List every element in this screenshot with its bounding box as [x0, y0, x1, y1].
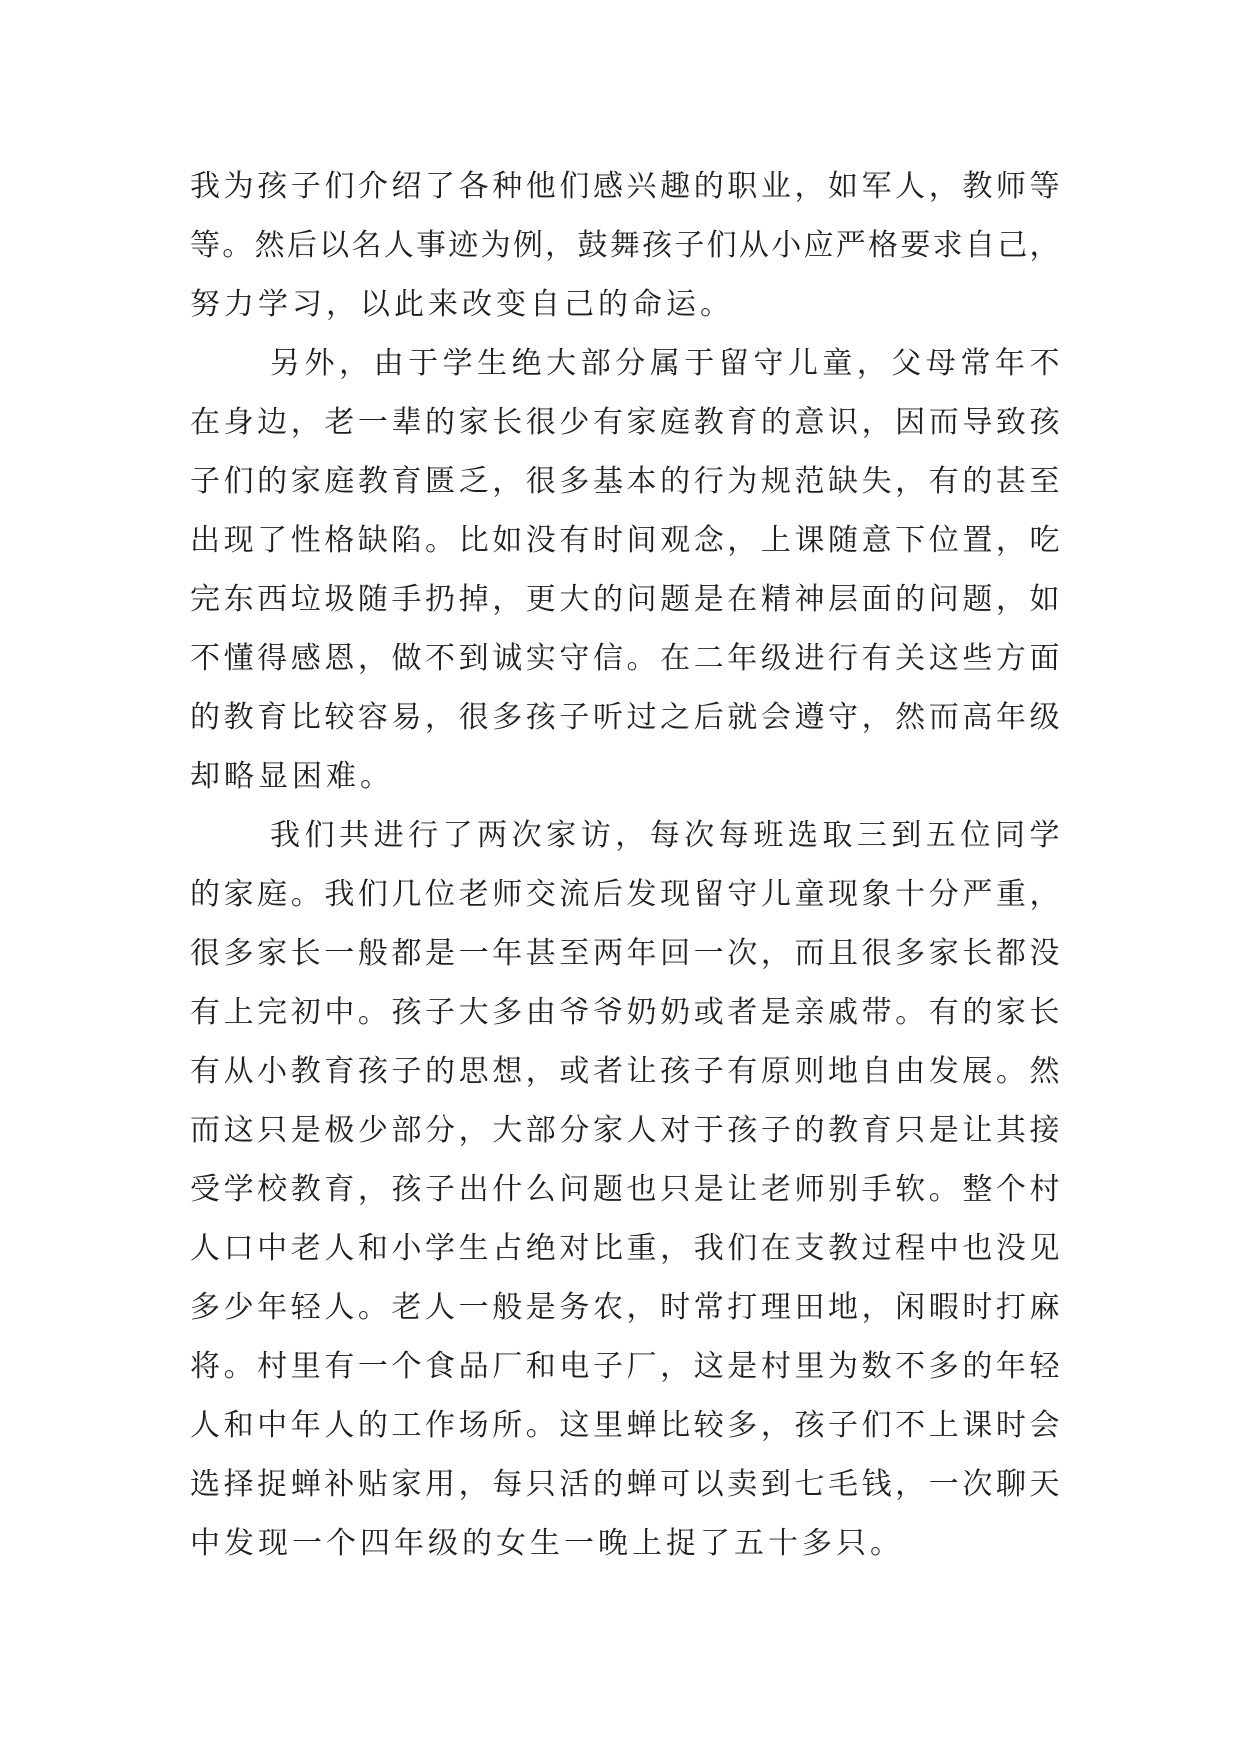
- text-line: 而这只是极少部分，大部分家人对于孩子的教育只是让其接: [190, 1113, 1060, 1148]
- paragraph-3: [190, 806, 1060, 1573]
- text-line: 子们的家庭教育匮乏，很多基本的行为规范缺失，有的甚至: [190, 464, 1060, 499]
- paragraph-2: [190, 334, 1060, 806]
- text-line: 却略显困难。: [190, 759, 394, 794]
- text-line: 人口中老人和小学生占绝对比重，我们在支教过程中也没见: [190, 1231, 1060, 1266]
- text-line: 受学校教育，孩子出什么问题也只是让老师别手软。整个村: [190, 1172, 1060, 1207]
- text-line: 多少年轻人。老人一般是务农，时常打理田地，闲暇时打麻: [190, 1290, 1060, 1325]
- text-line: 出现了性格缺陷。比如没有时间观念，上课随意下位置，吃: [190, 523, 1060, 558]
- text-line: 完东西垃圾随手扔掉，更大的问题是在精神层面的问题，如: [190, 582, 1060, 617]
- text-line: 有上完初中。孩子大多由爷爷奶奶或者是亲戚带。有的家长: [190, 995, 1060, 1030]
- body-text: [190, 157, 1060, 1573]
- text-line: 另外，由于学生绝大部分属于留守儿童，父母常年不: [270, 346, 1060, 381]
- text-line: 等。然后以名人事迹为例，鼓舞孩子们从小应严格要求自己，: [190, 228, 1060, 263]
- text-line: 我们共进行了两次家访，每次每班选取三到五位同学: [270, 818, 1060, 853]
- text-line: 中发现一个四年级的女生一晚上捉了五十多只。: [190, 1526, 904, 1561]
- text-line: 有从小教育孩子的思想，或者让孩子有原则地自由发展。然: [190, 1054, 1060, 1089]
- text-line: 努力学习，以此来改变自己的命运。: [190, 287, 734, 322]
- text-line: 将。村里有一个食品厂和电子厂，这是村里为数不多的年轻: [190, 1349, 1060, 1384]
- text-line: 我为孩子们介绍了各种他们感兴趣的职业，如军人，教师等: [190, 169, 1060, 204]
- text-line: 不懂得感恩，做不到诚实守信。在二年级进行有关这些方面: [190, 641, 1060, 676]
- text-line: 在身边，老一辈的家长很少有家庭教育的意识，因而导致孩: [190, 405, 1060, 440]
- text-line: 很多家长一般都是一年甚至两年回一次，而且很多家长都没: [190, 936, 1060, 971]
- text-line: 选择捉蝉补贴家用，每只活的蝉可以卖到七毛钱，一次聊天: [190, 1467, 1060, 1502]
- text-line: 的家庭。我们几位老师交流后发现留守儿童现象十分严重，: [190, 877, 1060, 912]
- text-line: 的教育比较容易，很多孩子听过之后就会遵守，然而高年级: [190, 700, 1060, 735]
- paragraph-1: [190, 157, 1060, 334]
- text-line: 人和中年人的工作场所。这里蝉比较多，孩子们不上课时会: [190, 1408, 1060, 1443]
